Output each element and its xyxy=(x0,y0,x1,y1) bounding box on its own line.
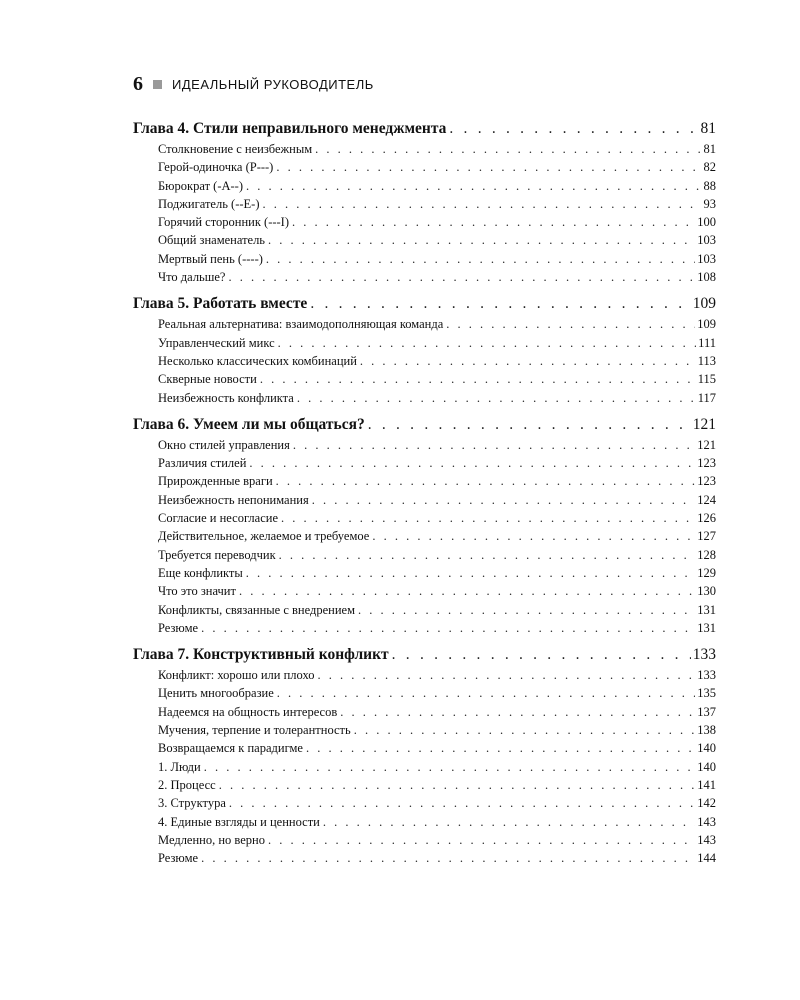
entry-title: Медленно, но верно xyxy=(158,832,265,847)
entry-title: Реальная альтернатива: взаимодополняющая команда xyxy=(158,317,444,332)
entry-title: Неизбежность конфликта xyxy=(158,390,294,405)
dot-leader xyxy=(315,140,701,158)
toc-chapter xyxy=(133,118,716,286)
dot-leader xyxy=(449,118,698,140)
entry-page-number: 129 xyxy=(697,565,716,580)
chapter-title: Глава 6. Умеем ли мы общаться? xyxy=(133,415,365,433)
entry-page-number: 123 xyxy=(697,456,716,471)
dot-leader xyxy=(354,721,696,739)
dot-leader xyxy=(201,849,695,867)
entry-title: Управленческий микс xyxy=(158,335,275,350)
entry-page-number: 103 xyxy=(697,251,716,266)
entry-page-number: 130 xyxy=(697,584,716,599)
entry-page-number: 128 xyxy=(697,547,716,562)
entry-title: Ценить многообразие xyxy=(158,686,274,701)
dot-leader xyxy=(249,454,695,472)
toc-entry xyxy=(133,177,716,195)
chapter-title: Глава 7. Конструктивный конфликт xyxy=(133,646,389,664)
entry-title: Неизбежность непонимания xyxy=(158,492,309,507)
toc-entry xyxy=(133,213,716,231)
chapter-title: Глава 5. Работать вместе xyxy=(133,295,308,313)
toc-entry xyxy=(133,582,716,600)
entry-title: 3. Структура xyxy=(158,796,226,811)
entry-title: Скверные новости xyxy=(158,372,257,387)
toc-entry xyxy=(133,370,716,388)
entry-title: Общий знаменатель xyxy=(158,233,266,248)
entry-title: 2. Процесс xyxy=(158,777,216,792)
entry-title: Надеемся на общность интересов xyxy=(158,704,338,719)
toc-entry xyxy=(133,527,716,545)
entry-title: Возвращаемся к парадигме xyxy=(158,741,303,756)
toc-entry xyxy=(133,703,716,721)
entry-page-number: 141 xyxy=(697,777,716,792)
toc-entry xyxy=(133,849,716,867)
toc-entry xyxy=(133,389,716,407)
entry-title: Что это значит xyxy=(158,584,236,599)
entry-title: 4. Единые взгляды и ценности xyxy=(158,814,320,829)
entry-title: Еще конфликты xyxy=(158,565,243,580)
dot-leader xyxy=(292,213,695,231)
chapter-heading xyxy=(133,118,716,140)
entry-page-number: 81 xyxy=(703,142,716,156)
entry-page-number: 124 xyxy=(697,492,716,507)
entry-title: Прирожденные враги xyxy=(158,474,273,489)
entry-page-number: 135 xyxy=(697,686,716,701)
toc-entry xyxy=(133,619,716,637)
dot-leader xyxy=(310,293,690,315)
dot-leader xyxy=(360,352,696,370)
toc-entry xyxy=(133,158,716,176)
toc-entry xyxy=(133,776,716,794)
dot-leader xyxy=(276,158,701,176)
entry-page-number: 93 xyxy=(703,196,716,211)
dot-leader xyxy=(228,268,695,286)
entry-page-number: 103 xyxy=(697,233,716,248)
dot-leader xyxy=(246,177,702,195)
entry-title: Различия стилей xyxy=(158,456,247,471)
toc-entry xyxy=(133,472,716,490)
toc-entry xyxy=(133,315,716,333)
entry-page-number: 111 xyxy=(698,335,716,350)
entry-title: Герой-одиночка (P---) xyxy=(158,160,274,175)
dot-leader xyxy=(279,546,696,564)
dot-leader xyxy=(229,794,695,812)
dot-leader xyxy=(268,231,695,249)
toc-entry xyxy=(133,684,716,702)
entry-title: Конфликт: хорошо или плохо xyxy=(158,668,315,683)
toc-entry xyxy=(133,334,716,352)
entry-page-number: 143 xyxy=(697,832,716,847)
toc-entry xyxy=(133,436,716,454)
toc-entry xyxy=(133,509,716,527)
entry-page-number: 133 xyxy=(697,668,716,683)
dot-leader xyxy=(246,564,695,582)
entry-page-number: 108 xyxy=(697,270,716,285)
dot-leader xyxy=(260,370,696,388)
toc-entry xyxy=(133,564,716,582)
chapter-heading xyxy=(133,644,716,666)
dot-leader xyxy=(276,472,696,490)
chapter-page-number: 133 xyxy=(692,646,716,664)
toc-entry xyxy=(133,268,716,286)
entry-title: Бюрократ (-A--) xyxy=(158,178,243,193)
toc-entry xyxy=(133,758,716,776)
entry-page-number: 137 xyxy=(697,704,716,719)
entry-title: Резюме xyxy=(158,620,199,635)
toc-entry xyxy=(133,195,716,213)
dot-leader xyxy=(340,703,695,721)
entry-page-number: 121 xyxy=(697,437,716,452)
dot-leader xyxy=(368,414,691,436)
entry-title: Мучения, терпение и толерантность xyxy=(158,723,351,738)
chapter-heading xyxy=(133,293,716,315)
dot-leader xyxy=(372,527,695,545)
dot-leader xyxy=(293,436,695,454)
entry-page-number: 142 xyxy=(697,796,716,811)
dot-leader xyxy=(278,334,697,352)
dot-leader xyxy=(239,582,695,600)
dot-leader xyxy=(266,250,695,268)
book-title: ИДЕАЛЬНЫЙ РУКОВОДИТЕЛЬ xyxy=(172,76,374,92)
toc-chapter xyxy=(133,293,716,406)
toc-entry xyxy=(133,250,716,268)
chapter-heading xyxy=(133,414,716,436)
entry-title: Действительное, желаемое и требуемое xyxy=(158,529,370,544)
dot-leader xyxy=(323,813,695,831)
dot-leader xyxy=(306,739,695,757)
entry-page-number: 140 xyxy=(697,759,716,774)
dot-leader xyxy=(204,758,696,776)
toc-entry xyxy=(133,352,716,370)
toc-entry xyxy=(133,813,716,831)
toc-entry xyxy=(133,739,716,757)
entry-page-number: 138 xyxy=(697,723,716,738)
toc-entry xyxy=(133,454,716,472)
entry-page-number: 144 xyxy=(697,851,716,866)
toc-entry xyxy=(133,601,716,619)
entry-title: Согласие и несогласие xyxy=(158,511,279,526)
entry-page-number: 126 xyxy=(697,511,716,526)
entry-page-number: 140 xyxy=(697,741,716,756)
entry-title: Мертвый пень (----) xyxy=(158,251,263,266)
toc-chapter xyxy=(133,414,716,637)
dot-leader xyxy=(297,389,696,407)
toc-entry xyxy=(133,721,716,739)
dot-leader xyxy=(446,315,695,333)
entry-page-number: 100 xyxy=(697,215,716,230)
entry-page-number: 109 xyxy=(697,317,716,332)
toc-entry xyxy=(133,794,716,812)
chapter-page-number: 81 xyxy=(700,120,716,137)
chapter-page-number: 121 xyxy=(692,415,716,433)
entry-page-number: 127 xyxy=(697,529,716,544)
entry-title: Требуется переводчик xyxy=(158,547,276,562)
dot-leader xyxy=(277,684,696,702)
dot-leader xyxy=(358,601,695,619)
entry-title: Окно стилей управления xyxy=(158,437,290,452)
entry-title: Столкновение с неизбежным xyxy=(158,142,313,156)
dot-leader xyxy=(268,831,695,849)
entry-page-number: 123 xyxy=(697,474,716,489)
entry-page-number: 143 xyxy=(697,814,716,829)
dot-leader xyxy=(219,776,696,794)
chapter-page-number: 109 xyxy=(692,295,716,313)
entry-page-number: 117 xyxy=(697,390,716,405)
toc-entry xyxy=(133,140,716,158)
entry-title: Несколько классических комбинаций xyxy=(158,353,357,368)
entry-page-number: 131 xyxy=(697,602,716,617)
toc-entry xyxy=(133,231,716,249)
chapter-title: Глава 4. Стили неправильного менеджмента xyxy=(133,120,447,137)
entry-page-number: 82 xyxy=(703,160,716,175)
page-number: 6 xyxy=(133,72,143,95)
running-head xyxy=(133,72,374,96)
entry-page-number: 88 xyxy=(703,178,716,193)
entry-title: 1. Люди xyxy=(158,759,201,774)
table-of-contents xyxy=(133,118,716,874)
entry-title: Поджигатель (--E-) xyxy=(158,196,260,211)
dot-leader xyxy=(281,509,695,527)
entry-title: Конфликты, связанные с внедрением xyxy=(158,602,356,617)
toc-entry xyxy=(133,546,716,564)
dot-leader xyxy=(262,195,701,213)
toc-entry xyxy=(133,491,716,509)
entry-page-number: 131 xyxy=(697,620,716,635)
square-bullet-icon xyxy=(153,80,162,89)
entry-title: Резюме xyxy=(158,851,199,866)
dot-leader xyxy=(201,619,695,637)
entry-title: Горячий сторонник (---I) xyxy=(158,215,290,230)
toc-entry xyxy=(133,666,716,684)
entry-page-number: 115 xyxy=(697,372,716,387)
entry-page-number: 113 xyxy=(697,353,716,368)
entry-title: Что дальше? xyxy=(158,270,226,285)
toc-entry xyxy=(133,831,716,849)
toc-chapter xyxy=(133,644,716,867)
dot-leader xyxy=(318,666,696,684)
dot-leader xyxy=(392,644,691,666)
dot-leader xyxy=(312,491,696,509)
